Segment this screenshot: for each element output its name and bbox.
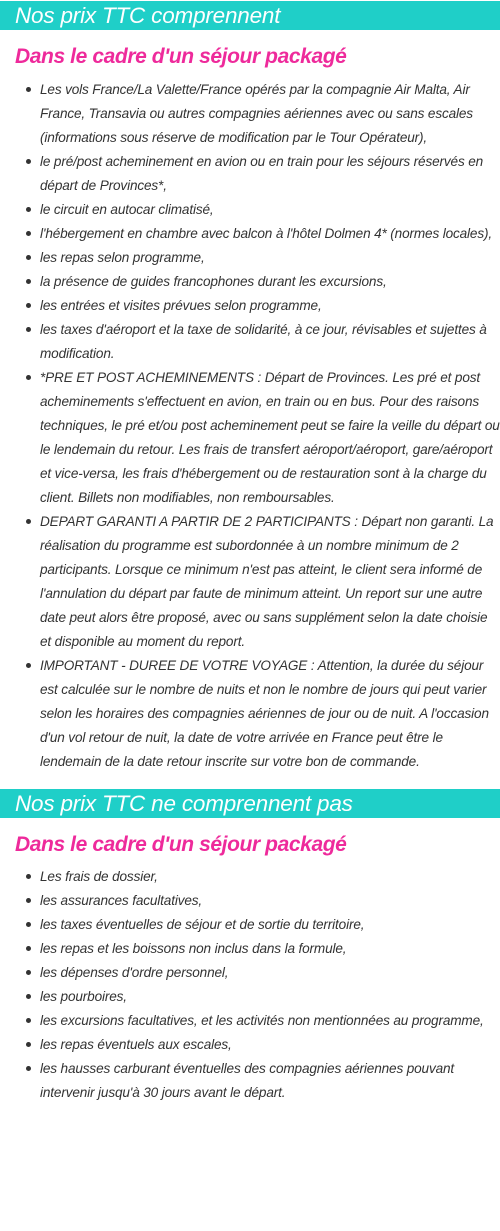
list-item: la présence de guides francophones durant les excursions, — [40, 270, 500, 294]
included-section — [0, 1, 500, 774]
list-item: les repas éventuels aux escales, — [40, 1033, 500, 1057]
list-item: les pourboires, — [40, 985, 500, 1009]
list-item: les taxes d'aéroport et la taxe de solidarité, à ce jour, révisables et sujettes à modification. — [40, 318, 500, 366]
list-item: les repas selon programme, — [40, 246, 500, 270]
excluded-section-subtitle: Dans le cadre d'un séjour packagé — [15, 833, 347, 856]
list-item: les assurances facultatives, — [40, 889, 500, 913]
list-item: *PRE ET POST ACHEMINEMENTS : Départ de Provinces. Les pré et post acheminements s'effectuent en avion, en train ou en bus. Pour des raisons techniques, le pré et/ou post acheminement peut se faire la veille du départ ou le lendemain du retour. Les frais de transfert aéroport/aéroport, gare/aéroport et vice-versa, les frais d'hébergement ou de restauration sont à la charge du client. Billets non modifiables, non remboursables. — [40, 366, 500, 510]
list-item: l'hébergement en chambre avec balcon à l'hôtel Dolmen 4* (normes locales), — [40, 222, 500, 246]
list-item: le pré/post acheminement en avion ou en train pour les séjours réservés en départ de Provinces*, — [40, 150, 500, 198]
list-item: Les frais de dossier, — [40, 865, 500, 889]
included-section-header: Nos prix TTC comprennent — [0, 1, 500, 30]
list-item: DEPART GARANTI A PARTIR DE 2 PARTICIPANTS : Départ non garanti. La réalisation du programme est subordonnée à un nombre minimum de 2 participants. Lorsque ce minimum n'est pas atteint, le client sera informé de l'annulation du départ par faute de minimum atteint. Un report sur une autre date peut alors être proposé, avec ou sans supplément selon la date choisie et disponible au moment du report. — [40, 510, 500, 654]
included-list — [0, 78, 500, 774]
list-item: Les vols France/La Valette/France opérés par la compagnie Air Malta, Air France, Transavia ou autres compagnies aériennes avec ou sans escales (informations sous réserve de modification par le Tour Opérateur), — [40, 78, 500, 150]
list-item: les hausses carburant éventuelles des compagnies aériennes pouvant intervenir jusqu'à 30 jours avant le départ. — [40, 1057, 500, 1105]
list-item: le circuit en autocar climatisé, — [40, 198, 500, 222]
list-item: IMPORTANT - DUREE DE VOTRE VOYAGE : Attention, la durée du séjour est calculée sur le nombre de nuits et non le nombre de jours qui peut varier selon les horaires des compagnies aériennes de jour ou de nuit. A l'occasion d'un vol retour de nuit, la date de votre arrivée en France peut être le lendemain de la date retour inscrite sur votre bon de commande. — [40, 654, 500, 774]
included-section-subtitle: Dans le cadre d'un séjour packagé — [15, 45, 347, 68]
list-item: les entrées et visites prévues selon programme, — [40, 294, 500, 318]
list-item: les taxes éventuelles de séjour et de sortie du territoire, — [40, 913, 500, 937]
list-item: les repas et les boissons non inclus dans la formule, — [40, 937, 500, 961]
list-item: les dépenses d'ordre personnel, — [40, 961, 500, 985]
excluded-list — [0, 865, 500, 1105]
list-item: les excursions facultatives, et les activités non mentionnées au programme, — [40, 1009, 500, 1033]
excluded-section-header: Nos prix TTC ne comprennent pas — [0, 789, 500, 818]
excluded-section — [0, 789, 500, 1105]
